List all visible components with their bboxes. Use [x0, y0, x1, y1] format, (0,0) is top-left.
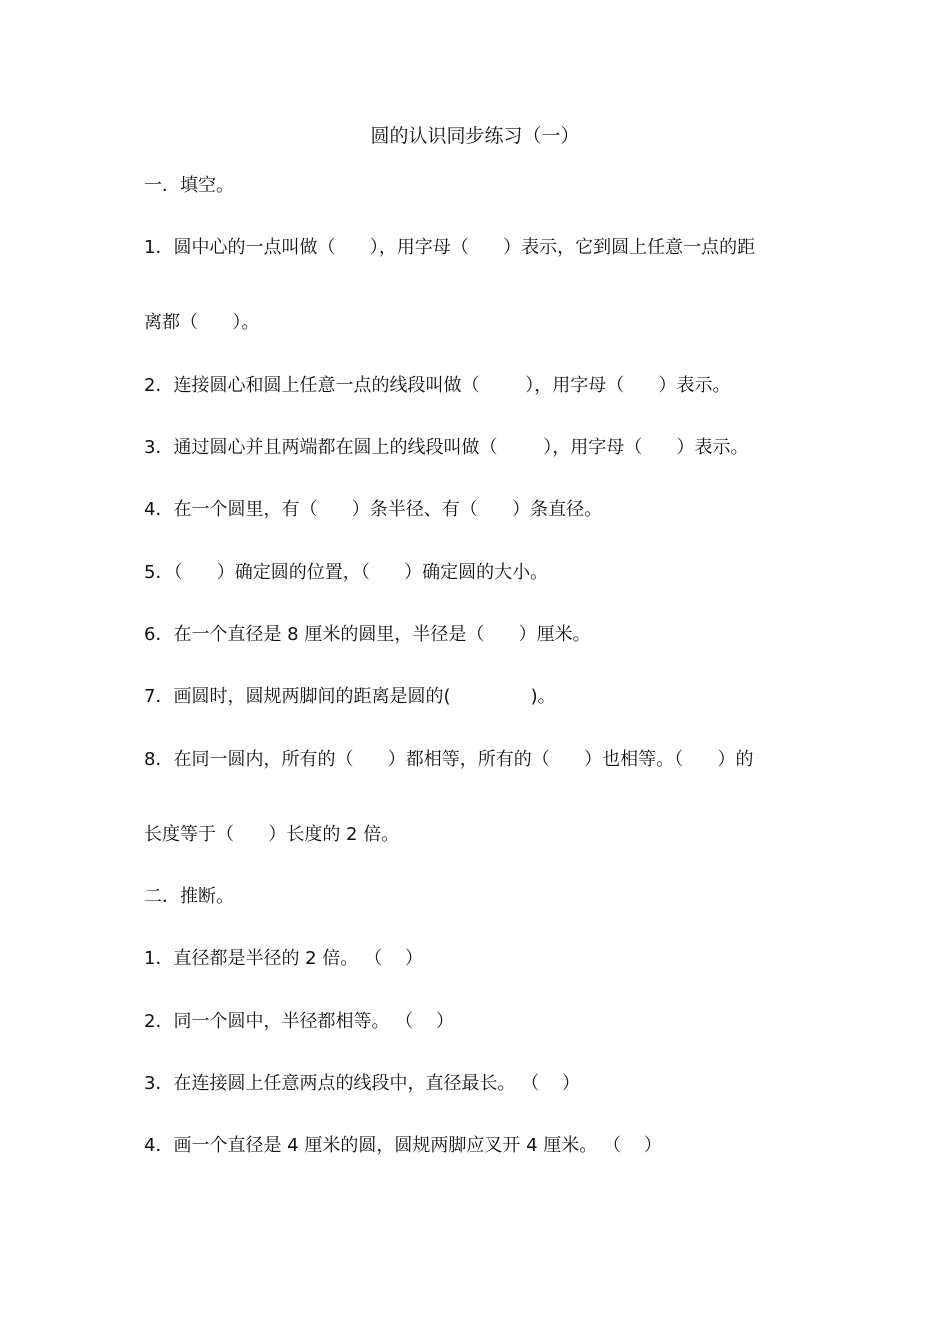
judgement-2: 2．同一个圆中，半径都相等。 （ ） [144, 1011, 455, 1032]
judgement-1: 1．直径都是半径的 2 倍。 （ ） [144, 948, 423, 969]
question-6: 6．在一个直径是 8 厘米的圆里，半径是（ ）厘米。 [144, 624, 591, 645]
judgement-3: 3．在连接圆上任意两点的线段中，直径最长。 （ ） [144, 1073, 581, 1094]
question-2: 2．连接圆心和圆上任意一点的线段叫做（ ），用字母（ ）表示。 [144, 375, 731, 396]
section-heading-fill-blank: 一．填空。 [144, 175, 234, 196]
question-4: 4．在一个圆里，有（ ）条半径、有（ ）条直径。 [144, 499, 603, 520]
question-8-line-1: 8．在同一圆内，所有的（ ）都相等，所有的（ ）也相等。（ ）的 [144, 749, 754, 770]
question-8-line-2: 长度等于（ ）长度的 2 倍。 [144, 824, 400, 845]
judgement-4: 4．画一个直径是 4 厘米的圆，圆规两脚应叉开 4 厘米。 （ ） [144, 1135, 662, 1156]
document-title: 圆的认识同步练习（一） [370, 125, 580, 147]
question-7: 7．画圆时，圆规两脚间的距离是圆的( )。 [144, 686, 556, 707]
question-1-line-2: 离都（ ）。 [144, 312, 260, 333]
question-5: 5．（ ）确定圆的位置，（ ）确定圆的大小。 [144, 562, 549, 583]
question-1-line-1: 1．圆中心的一点叫做（ ），用字母（ ）表示，它到圆上任意一点的距 [144, 237, 756, 258]
section-heading-judgement: 二．推断。 [144, 886, 234, 907]
question-3: 3．通过圆心并且两端都在圆上的线段叫做（ ），用字母（ ）表示。 [144, 437, 749, 458]
